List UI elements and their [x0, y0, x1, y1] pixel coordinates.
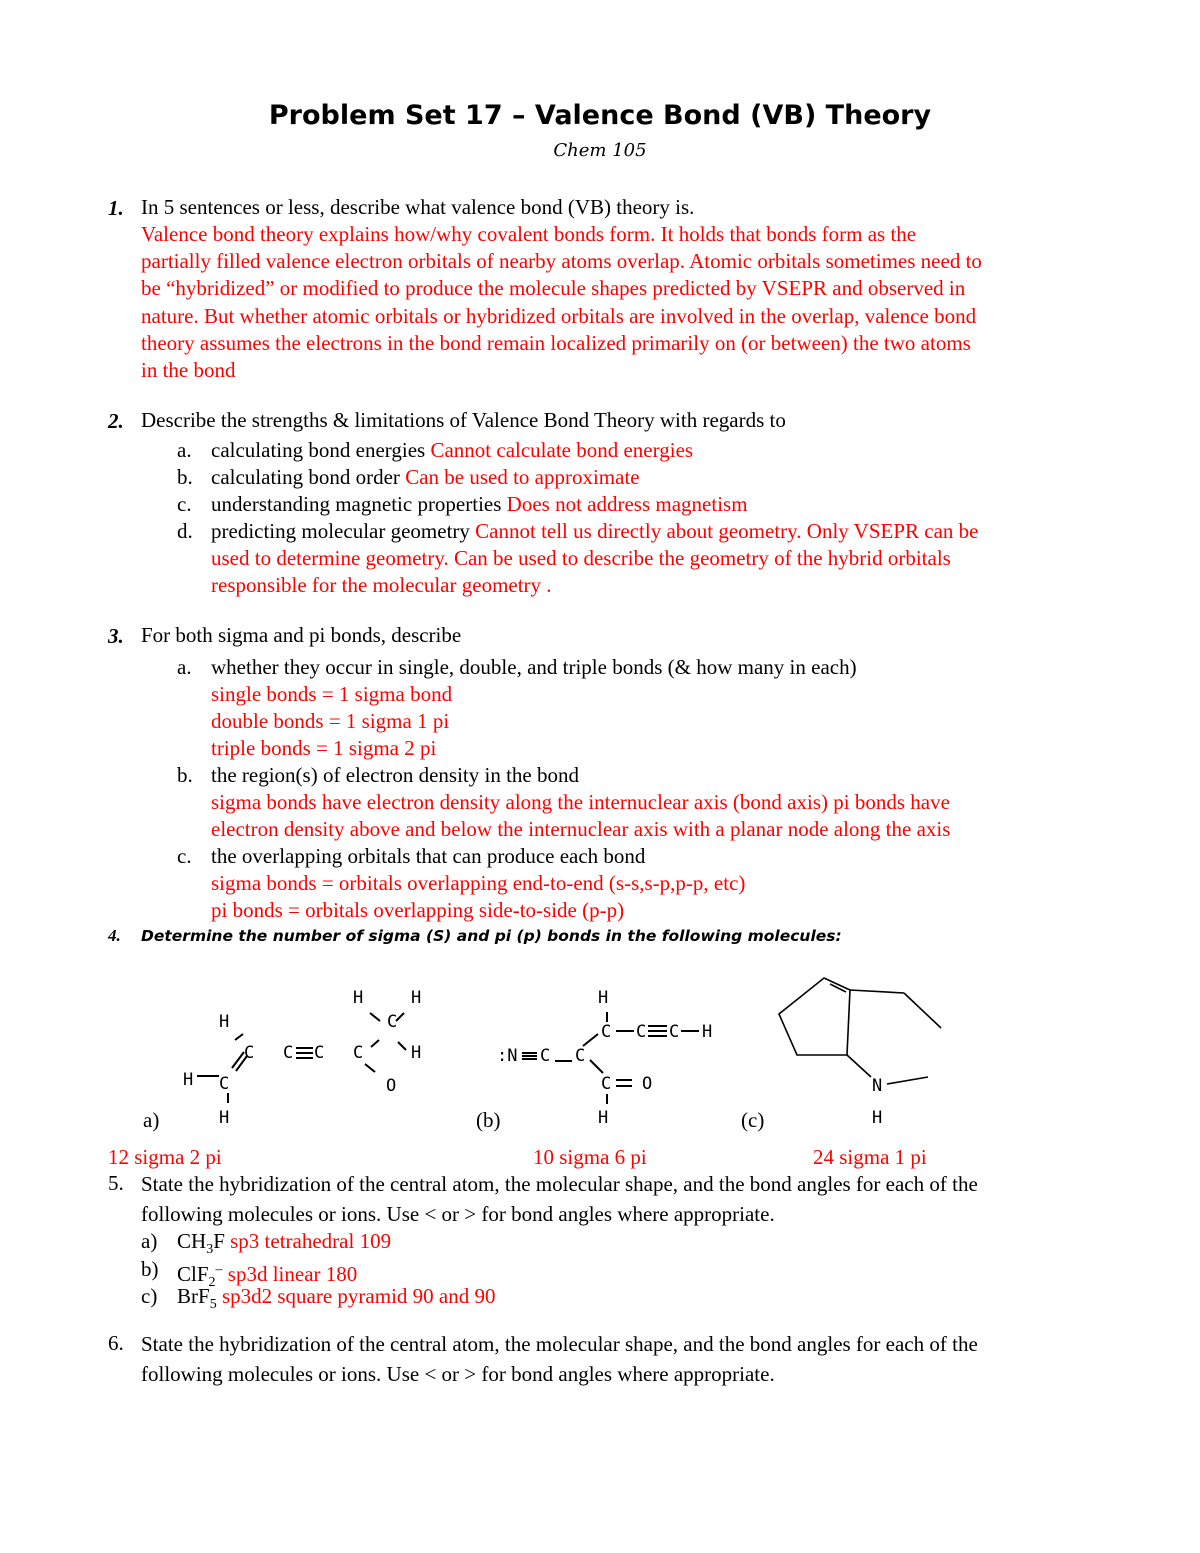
q2-item-d-continuation: used to determine geometry. Can be used to describe the geometry of the hybrid orbitals: [211, 546, 951, 570]
atom-label: C: [387, 1012, 398, 1032]
atom-label: C: [314, 1043, 325, 1063]
atom-label: H: [183, 1070, 194, 1090]
q1-answer-line: in the bond: [141, 358, 236, 382]
q2-item-d: predicting molecular geometry Cannot tell us directly about geometry. Only VSEPR can be: [211, 519, 979, 543]
q4-answer-b: 10 sigma 6 pi: [533, 1145, 647, 1169]
atom-label: N: [872, 1076, 883, 1096]
atom-label: H: [598, 1108, 609, 1128]
q3-answer: sigma bonds = orbitals overlapping end-to-end (s-s,s-p,p-p, etc): [211, 871, 746, 895]
q2-question: Describe the strengths & limitations of Valence Bond Theory with regards to: [141, 408, 786, 432]
q3-answer: electron density above and below the internuclear axis with a planar node along the axis: [211, 817, 951, 841]
q6-question-line: State the hybridization of the central atom, the molecular shape, and the bond angles for each of the: [141, 1332, 978, 1356]
molecule-label-c: (c): [741, 1108, 765, 1132]
q1-answer-line: theory assumes the electrons in the bond remain localized primarily on (or between) the two atoms: [141, 331, 971, 355]
atom-label: C: [575, 1046, 586, 1066]
atom-label: :N: [497, 1046, 518, 1066]
q5-number: 5.: [108, 1171, 124, 1195]
page-subtitle: Chem 105: [553, 140, 647, 161]
q2-number: 2.: [108, 409, 124, 433]
atom-label: O: [642, 1074, 653, 1094]
atom-label: C: [353, 1043, 364, 1063]
atom-label: C: [601, 1022, 612, 1042]
q4-question: Determine the number of sigma (S) and pi (p) bonds in the following molecules:: [141, 927, 842, 945]
atom-label: C: [669, 1022, 680, 1042]
atom-label: C: [540, 1046, 551, 1066]
atom-label: C: [244, 1043, 255, 1063]
q3-number: 3.: [108, 624, 124, 648]
q3-answer: double bonds = 1 sigma 1 pi: [211, 709, 450, 733]
q1-question: In 5 sentences or less, describe what valence bond (VB) theory is.: [141, 195, 695, 219]
atom-label: H: [702, 1022, 713, 1042]
q5-item-letter: a): [141, 1229, 158, 1253]
q4-answer-a: 12 sigma 2 pi: [108, 1145, 222, 1169]
q4-number: 4.: [108, 926, 121, 945]
page-title: Problem Set 17 – Valence Bond (VB) Theory: [268, 100, 932, 131]
q5-item-letter: b): [141, 1257, 159, 1281]
q2-item-d-continuation: responsible for the molecular geometry .: [211, 573, 552, 597]
q1-answer-line: be “hybridized” or modified to produce the molecule shapes predicted by VSEPR and observed in: [141, 276, 966, 300]
q3-question: For both sigma and pi bonds, describe: [141, 623, 462, 647]
q5-item-letter: c): [141, 1284, 158, 1308]
q3-answer: sigma bonds have electron density along the internuclear axis (bond axis) pi bonds have: [211, 790, 950, 814]
q3-answer: triple bonds = 1 sigma 2 pi: [211, 736, 437, 760]
q5-question-line: State the hybridization of the central atom, the molecular shape, and the bond angles for each of the: [141, 1172, 978, 1196]
q3-item-letter: a.: [177, 655, 192, 679]
q2-item-a: calculating bond energies Cannot calculate bond energies: [211, 438, 694, 462]
q5-question-line: following molecules or ions. Use < or > for bond angles where appropriate.: [141, 1202, 775, 1226]
q3-item-c: the overlapping orbitals that can produce each bond: [211, 844, 646, 868]
molecule-label-a: a): [143, 1108, 160, 1132]
q3-item-b: the region(s) of electron density in the bond: [211, 763, 579, 787]
q5-item-b: ClF$_2$– sp3d linear 180: [177, 1262, 358, 1291]
q2-item-letter: d.: [177, 519, 193, 543]
atom-label: H: [219, 1108, 230, 1128]
atom-label: C: [636, 1022, 647, 1042]
q2-item-c: understanding magnetic properties Does not address magnetism: [211, 492, 748, 516]
atom-label: H: [353, 988, 364, 1008]
q6-question-line: following molecules or ions. Use < or > for bond angles where appropriate.: [141, 1362, 775, 1386]
atom-label: O: [386, 1076, 397, 1096]
q4-answer-c: 24 sigma 1 pi: [813, 1145, 927, 1169]
molecule-label-b: (b): [476, 1108, 501, 1132]
atom-label: H: [598, 988, 609, 1008]
atom-label: H: [411, 988, 422, 1008]
q5-item-a: $CH_3F$ sp3 tetrahedral 109: [177, 1229, 392, 1258]
atom-label: H: [219, 1012, 230, 1032]
atom-label: H: [411, 1043, 422, 1063]
q3-answer: single bonds = 1 sigma bond: [211, 682, 453, 706]
q2-item-b: calculating bond order Can be used to approximate: [211, 465, 640, 489]
q6-number: 6.: [108, 1331, 124, 1355]
q2-item-letter: a.: [177, 438, 192, 462]
q3-item-letter: c.: [177, 844, 192, 868]
q3-item-a: whether they occur in single, double, and triple bonds (& how many in each): [211, 655, 857, 679]
q5-item-c: BrF$_5$ sp3d2 square pyramid 90 and 90: [177, 1284, 496, 1313]
q3-answer: pi bonds = orbitals overlapping side-to-side (p-p): [211, 898, 625, 922]
q1-answer-line: nature. But whether atomic orbitals or hybridized orbitals are involved in the overlap, valence bond: [141, 304, 977, 328]
q1-number: 1.: [108, 196, 124, 220]
molecule-c-skeleton: [779, 978, 941, 1084]
q1-answer-line: partially filled valence electron orbitals of nearby atoms overlap. Atomic orbitals sometimes need to: [141, 249, 982, 273]
q3-item-letter: b.: [177, 763, 193, 787]
q2-item-letter: c.: [177, 492, 192, 516]
atom-label: C: [601, 1074, 612, 1094]
atom-label: C: [283, 1043, 294, 1063]
atom-label: H: [872, 1108, 883, 1128]
atom-label: C: [219, 1074, 230, 1094]
q2-item-letter: b.: [177, 465, 193, 489]
q1-answer-line: Valence bond theory explains how/why covalent bonds form. It holds that bonds form as the: [141, 222, 917, 246]
